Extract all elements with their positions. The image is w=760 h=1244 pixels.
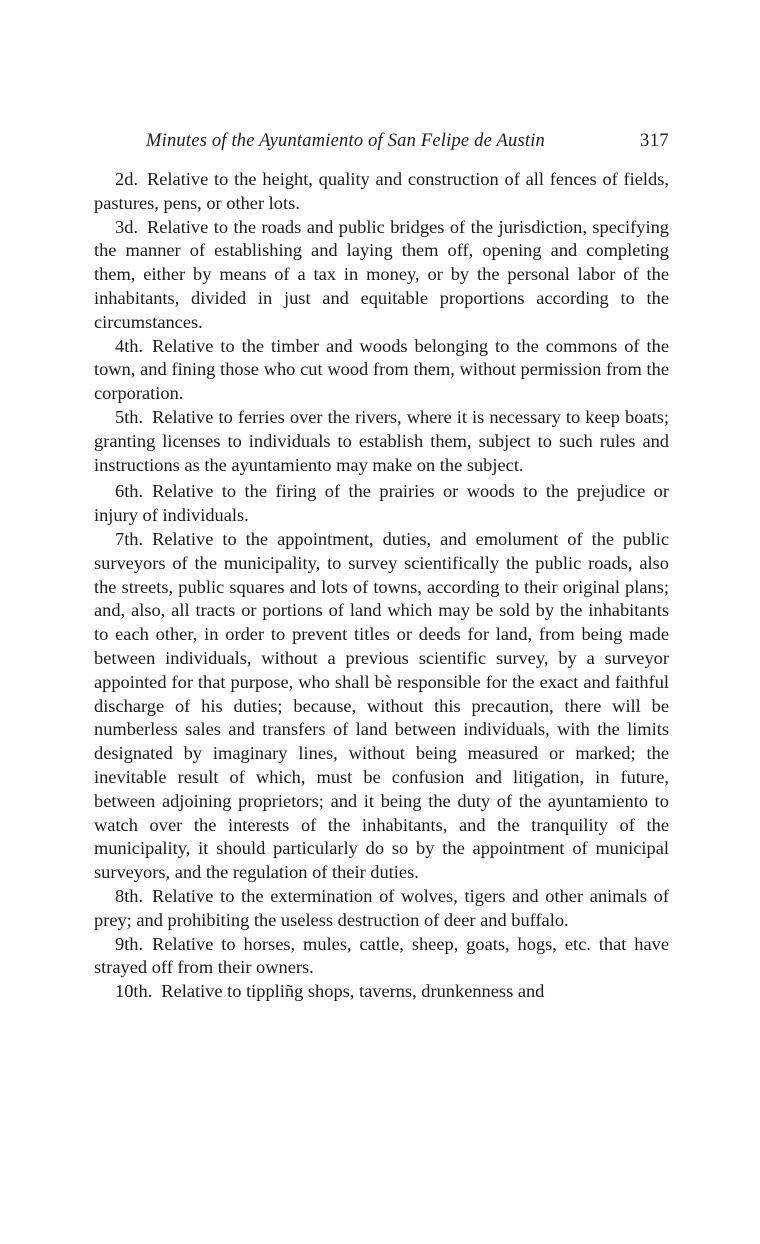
paragraph-4th [94,335,669,406]
paragraph-6th [94,480,669,528]
paragraph-8th [94,885,669,933]
page-number: 317 [640,131,669,151]
paragraph-ordinal: 2d. [115,169,138,189]
paragraph-2d [94,168,669,216]
paragraph-ordinal: 9th. [115,933,144,954]
paragraph-text: Relative to the firing of the prairies or woods to the prejudice or injury of individuals. [94,481,669,526]
paragraph-text: Relative to tippliñg shops, taverns, drunkenness and [161,981,545,1002]
paragraph-text: Relative to the extermination of wolves, tigers and other animals of prey; and prohibiting the useless destruction of deer and buffalo. [94,885,669,930]
running-title: Minutes of the Ayuntamiento of San Felipe de Austin [146,131,545,151]
paragraph-10th [94,980,669,1004]
paragraph-ordinal: 6th. [115,481,144,502]
paragraph-text: Relative to the timber and woods belonging to the commons of the town, and fining those who cut wood from them, without permission from the corporation. [94,335,669,404]
book-page [94,128,669,1004]
paragraph-9th [94,933,669,981]
paragraph-text: Relative to the roads and public bridges of the jurisdiction, specifying the manner of establishing and laying them off, opening and completing them, either by means of a tax in money, or by the personal labor of the inhabitants, divided in just and equitable proportions according to the circumstances. [94,216,669,332]
paragraph-7th [94,528,669,885]
running-head [146,128,669,154]
paragraph-text: Relative to the height, quality and construction of all fences of fields, pastures, pens, or other lots. [94,169,669,213]
paragraph-text: Relative to horses, mules, cattle, sheep, goats, hogs, etc. that have strayed off from their owners. [94,933,669,978]
paragraph-ordinal: 5th. [115,406,144,427]
body-text [94,168,669,1004]
paragraph-ordinal: 7th. [115,528,144,549]
paragraph-5th [94,406,669,477]
paragraph-ordinal: 8th. [115,885,144,906]
paragraph-ordinal: 3d. [115,216,138,237]
paragraph-3d [94,216,669,335]
paragraph-ordinal: 4th. [115,335,144,356]
paragraph-ordinal: 10th. [115,981,153,1002]
paragraph-text: Relative to ferries over the rivers, where it is necessary to keep boats; granting licenses to individuals to establish them, subject to such rules and instructions as the ayuntamiento may make on the subject. [94,406,669,475]
paragraph-text: Relative to the appointment, duties, and emolument of the public surveyors of the municipality, to survey scientifically the public roads, also the streets, public squares and lots of towns, according to their original plans; and, also, all tracts or portions of land which may be sold by the inhabitants to each other, in order to prevent titles or deeds for land, from being made between individuals, without a previous scientific survey, by a surveyor appointed for that purpose, who shall bè responsible for the exact and faithful discharge of his duties; because, without this precaution, there will be numberless sales and transfers of land between individuals, with the limits designated by imaginary lines, without being measured or marked; the inevitable result of which, must be confusion and litigation, in future, between adjoining proprietors; and it being the duty of the ayuntamiento to watch over the interests of the inhabitants, and the tranquility of the municipality, it should particularly do so by the appointment of municipal surveyors, and the regulation of their duties. [94,528,669,883]
